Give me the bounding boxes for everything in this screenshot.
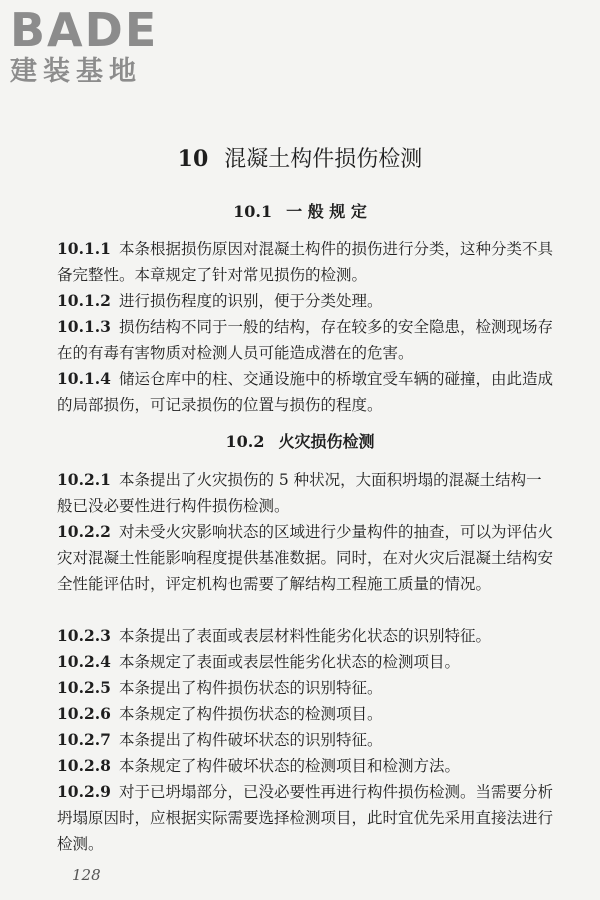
clause-text: 储运仓库中的柱、交通设施中的桥墩宜受车辆的碰撞，由此造成的局部损伤，可记录损伤的位置与损伤的程度。 [57, 370, 553, 414]
clause-text: 对于已坍塌部分，已没必要性再进行构件损伤检测。当需要分析坍塌原因时，应根据实际需要选择检测项目，此时宜优先采用直接法进行检测。 [57, 783, 554, 853]
clause-10-2-1 [57, 467, 557, 519]
brand-logo [10, 3, 159, 88]
clause-number: 10.2.2 [57, 522, 111, 541]
section-number: 10.1 [233, 202, 273, 221]
page-number: 128 [72, 866, 101, 884]
clause-text: 本条规定了构件损伤状态的检测项目。 [118, 705, 383, 723]
clause-10-1-2 [57, 288, 557, 314]
clause-number: 10.2.9 [57, 782, 111, 801]
clause-text: 本条提出了构件损伤状态的识别特征。 [118, 679, 383, 697]
clause-10-2-8 [57, 753, 557, 779]
section-number: 10.2 [225, 432, 265, 451]
section-title-10-2 [0, 430, 600, 454]
section-title-text: 火灾损伤检测 [278, 432, 375, 451]
clause-text: 本条规定了构件破坏状态的检测项目和检测方法。 [118, 757, 460, 775]
clause-10-2-5 [57, 675, 557, 701]
clause-text: 进行损伤程度的识别，便于分类处理。 [118, 292, 383, 310]
clause-number: 10.2.3 [57, 626, 111, 645]
logo-wordmark: BADE [10, 3, 159, 57]
clause-text: 本条根据损伤原因对混凝土构件的损伤进行分类，这种分类不具备完整性。本章规定了针对常见损伤的检测。 [57, 240, 553, 284]
clause-10-1-3 [57, 314, 557, 366]
chapter-title [0, 144, 600, 175]
clause-10-1-4 [57, 366, 557, 418]
section-title-text: 一 般 规 定 [286, 202, 367, 221]
clause-number: 10.1.4 [57, 369, 111, 388]
clause-10-2-9 [57, 779, 557, 857]
clause-number: 10.1.3 [57, 317, 111, 336]
clause-text: 对未受火灾影响状态的区域进行少量构件的抽查，可以为评估火灾对混凝土性能影响程度提供基准数据。同时，在对火灾后混凝土结构安全性能评估时，评定机构也需要了解结构工程施工质量的情况。 [57, 523, 554, 593]
clause-text: 本条提出了火灾损伤的 5 种状况，大面积坍塌的混凝土结构一般已没必要性进行构件损伤检测。 [57, 471, 542, 515]
clause-number: 10.2.4 [57, 652, 111, 671]
clause-number: 10.1.2 [57, 291, 111, 310]
clause-number: 10.2.5 [57, 678, 111, 697]
clause-10-2-6 [57, 701, 557, 727]
section-title-10-1 [0, 200, 600, 224]
clause-number: 10.2.6 [57, 704, 111, 723]
clause-10-2-4 [57, 649, 557, 675]
chapter-number: 10 [177, 146, 209, 172]
clause-text: 本条提出了表面或表层材料性能劣化状态的识别特征。 [118, 627, 491, 645]
clause-10-2-7 [57, 727, 557, 753]
clause-10-2-2 [57, 519, 557, 597]
clause-text: 本条规定了表面或表层性能劣化状态的检测项目。 [118, 653, 460, 671]
clause-text: 本条提出了构件破坏状态的识别特征。 [118, 731, 383, 749]
chapter-title-text: 混凝土构件损伤检测 [224, 147, 423, 172]
logo-subtitle: 建装基地 [10, 56, 142, 87]
clause-number: 10.1.1 [57, 239, 111, 258]
clause-number: 10.2.7 [57, 730, 111, 749]
clause-10-2-3 [57, 623, 557, 649]
clause-text: 损伤结构不同于一般的结构，存在较多的安全隐患，检测现场存在的有毒有害物质对检测人员可能造成潜在的危害。 [57, 318, 553, 362]
clause-number: 10.2.1 [57, 470, 111, 489]
clause-number: 10.2.8 [57, 756, 111, 775]
clause-10-1-1 [57, 236, 557, 288]
